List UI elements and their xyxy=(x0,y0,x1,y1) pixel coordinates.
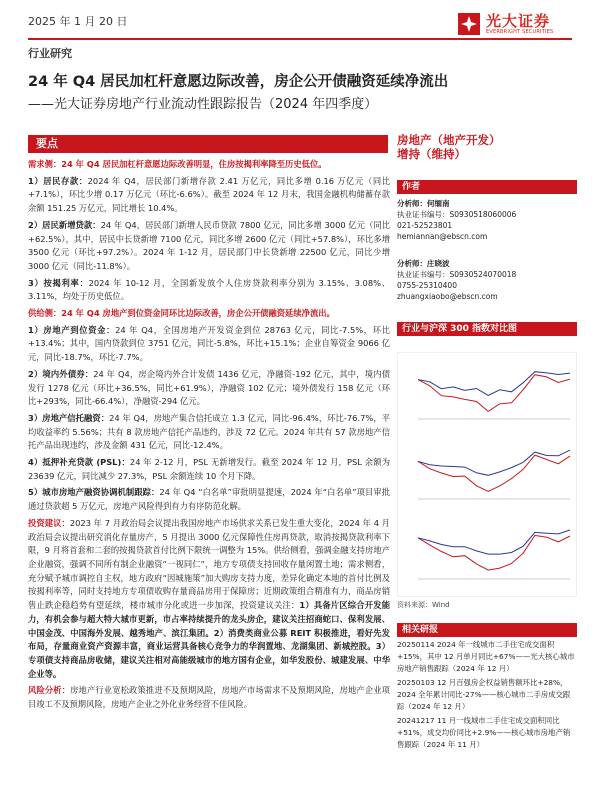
brand-logo xyxy=(458,6,578,42)
sector-index-line xyxy=(418,535,570,570)
hs300-index-line xyxy=(418,530,570,554)
supply-heading: 供给侧：24 年 Q4 房地产到位资金同环比边际改善，房企公开债融资延续净流出。 xyxy=(28,308,335,319)
hs300-index-line xyxy=(418,450,570,475)
analyst1-cert: 执业证书编号：S0930518060006 xyxy=(397,210,517,219)
related-report-item[interactable]: 20241217 11 月一线城市二手住宅成交面积同比+51%，成交均价同比+2.9%——核心城市房地产销售跟踪（2024 年 11 月） xyxy=(397,716,571,749)
para-loans: 2）居民新增贷款：24 年 Q4，居民部门新增人民币贷款 7800 亿元，同比多增 3000 亿元（同比+62.5%），其中，居民中长贷新增 7100 亿元，同比多增 2600 亿元（同比+57.8%），环比多增 3500 亿元（环比+97.2%）。2024 年 1-12 月，居民部门中长贷新增 22500 亿元，同比少增 3000 亿元（同比-11.8%）。 xyxy=(28,219,390,271)
report-category: 行业研究 xyxy=(28,47,72,60)
para-advice: 投资建议：2023 年 7 月政治局会议提出我国房地产市场供求关系已发生重大变化，2024 年 4 月政治局会议提出研究消化存量房产，5 月提出 3000 亿元保障性住房再贷款，取消按揭贷款利率下限，9 月将首套和二套的按揭贷款首付比例下限统一调整为 15%。供给侧看，强调金融支持房地产企业融资，强调不同所有制企业融资“一视同仁”，地方专项债支持回收存量闲置土地；需求侧看，充分赋予城市调控自主权，地方政府“因城施策”加大购房支持力度，差异化确定本地的首付比例及按揭利率等，同时支持地方专项债收购存量商品房用于保障房；近期政策组合精准有力，商品房销售止跌企稳趋势有望延续，楼市城市分化或进一步加深，投资建议关注：1）具备片区综合开发能力，有机会参与超大特大城市更新，市占率持续提升的龙头房企，建议关注招商蛇口、保利发展、中国金茂、中国海外发展、越秀地产、滨江集团。2）消费类商业公募 REIT 积极推进，看好先发布局，存量商业资产资源丰富，商业运营具备核心竞争力的华润置地、龙湖集团、新城控股。3）专项债支持商品房收储，建议关注相对高能级城市的地方国有企业，如华发股份、城建发展、中华企业等。 xyxy=(28,517,390,679)
related-list xyxy=(397,639,577,751)
para-mortgage-rate: 3）按揭利率：2024 年 10-12 月，全国新发放个人住房贷款利率分别为 3.15%、3.08%、3.11%，均处于历史低位。 xyxy=(28,277,390,302)
analyst2-cert: 执业证书编号：S0930524070018 xyxy=(397,270,517,279)
chart-source: 资料来源：Wind xyxy=(397,601,450,609)
summary-heading: 要点 xyxy=(28,135,388,153)
para-deposit: 1）居民存款：2024 年 Q4，居民部门新增存款 2.41 万亿元，同比多增 0.16 万亿元（同比+7.1%），环比少增 0.17 万亿元（环比-6.6%）。截至 2024 年 12 月末，我国金融机构储蓄存款余额 151.25 万亿元，同比增长 10.4%。 xyxy=(28,175,390,214)
report-title: 24 年 Q4 居民加杠杆意愿边际改善，房企公开债融资延续净流出 xyxy=(28,74,449,90)
para-risk: 风险分析：房地产行业宽松政策推进不及预期风险，房地产市场需求不及预期风险，房地产企业项目竣工不及预期风险，房地产企业之外化业务经营不佳风险。 xyxy=(28,685,390,710)
para-psl: 4）抵押补充贷款 (PSL)：24 年 2-12 月，PSL 无新增发行。截至 2024 年 12 月，PSL 余额为 23639 亿元，同比减少 27.3%，PSL 余额连续 10 个月下降。 xyxy=(28,457,390,481)
related-report-item[interactable]: 20250103 12 月百强房企权益销售额环比+28%，2024 全年累计同比-27%——核心城市二手房成交跟踪（2024 年 12 月） xyxy=(397,678,571,711)
sidebar xyxy=(397,135,577,751)
chart-heading: 行业与沪深 300 指数对比图 xyxy=(397,322,577,336)
related-report-item[interactable]: 20250114 2024 年一线城市二手住宅成交面积+15%，其中 12 月单月同比+67%——光大核心城市房地产销售跟踪（2024 年 12 月） xyxy=(397,640,575,673)
index-comparison-chart xyxy=(397,352,577,597)
demand-heading: 需求侧：24 年 Q4 居民加杠杆意愿边际改善明显，住房按揭利率降至历史低位。 xyxy=(28,159,327,169)
para-funding: 1）房地产到位资金：24 年 Q4，全国房地产开发资金到位 28763 亿元，同比-7.5%，环比+13.4%；其中，国内贷款到位 3751 亿元，同比-5.8%，环比+15.1%；企业自筹资金 9066 亿元，同比-18.7%，环比-7.7%。 xyxy=(28,324,390,363)
related-heading: 相关研报 xyxy=(397,623,577,637)
analyst2-name: 分析师：庄晓波 xyxy=(397,259,450,268)
analyst1-name: 分析师：何缅南 xyxy=(397,199,450,208)
index-comparison-svg xyxy=(398,353,576,596)
report-subtitle: ——光大证券房地产行业流动性跟踪报告（2024 年四季度） xyxy=(28,97,378,112)
brand-name-cn: 光大证券 xyxy=(486,12,551,30)
sector-name: 房地产（地产开发） xyxy=(397,133,501,147)
analyst2-email[interactable]: zhuangxiaobo@ebscn.com xyxy=(397,292,498,301)
report-date: 2025 年 1 月 20 日 xyxy=(28,15,128,28)
summary-body xyxy=(28,158,390,715)
brand-name-en: EVERBRIGHT SECURITIES xyxy=(486,29,554,35)
brand-logo-icon xyxy=(458,13,480,35)
author-heading: 作者 xyxy=(397,180,577,194)
para-whitelist: 5）城市房地产融资协调机制跟踪：24 年 Q4 “白名单”审批明显提速，2024 年“白名单”项目审批通过贷款超 5 万亿元，房地产风险得到有力有序防范化解。 xyxy=(28,487,391,512)
analyst1-email[interactable]: hemiannan@ebscn.com xyxy=(397,232,488,241)
analyst1-phone: 021-52523801 xyxy=(397,221,453,230)
para-bonds: 2）境内外债券：24 年 Q4，房企境内外合计发债 1436 亿元，净融资-192 亿元，其中，境内债发行 1278 亿元（环比+36.5%，同比+61.9%），净融资 102 亿元；境外债发行 158 亿元（环比+293%，同比-66.4%），净融资-294 亿元。 xyxy=(28,368,390,407)
para-trust: 3）房地产信托融资：24 年 Q4，房地产集合信托成立 1.3 亿元，同比-96.4%，环比-76.7%，平均收益率约 5.56%；共有 8 款房地产信托产品违约，涉及 72 亿元。2024 年共有 57 款房地产信托产品出现违约，涉及金额 431 亿元，同比-12.4%。 xyxy=(28,412,390,451)
analyst2-phone: 0755-25310400 xyxy=(397,281,457,290)
sector-rating: 增持（维持） xyxy=(397,147,466,161)
hs300-index-line xyxy=(418,372,570,396)
